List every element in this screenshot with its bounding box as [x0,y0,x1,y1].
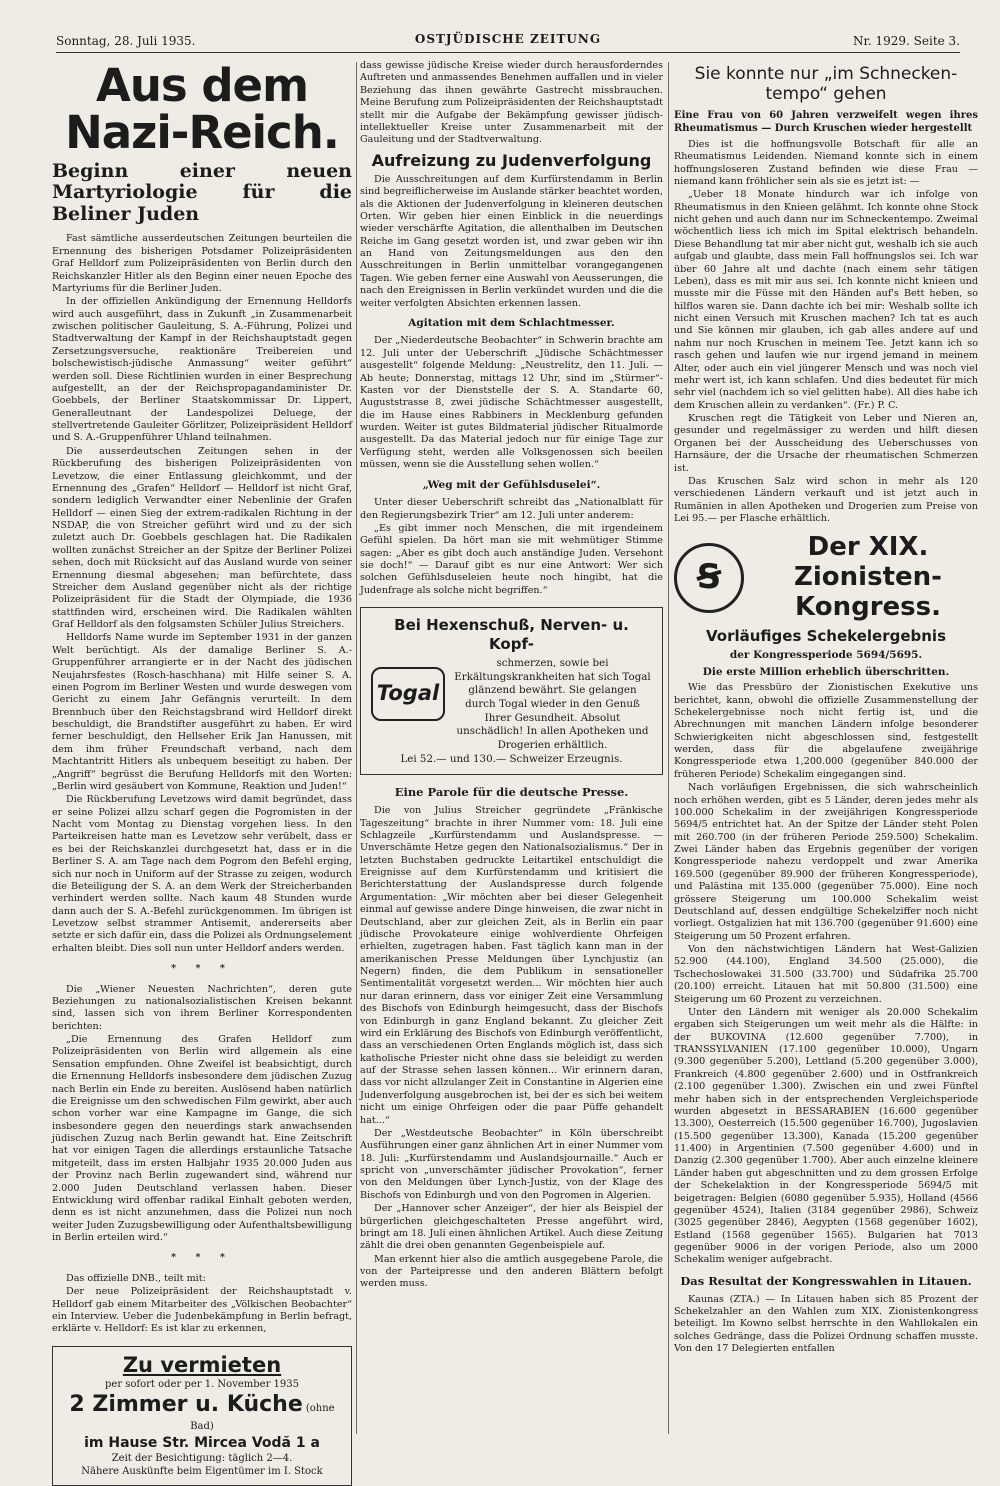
article-paragraph: Wie das Pressbüro der Zionistischen Exekutive uns berichtet, kann, obwohl die offizielle Zusammenstellung der Schekelergebnisse noch nicht fertig ist, und die Abrechnungen mit manchen Ländern infolge besonderer Schwierigkeiten nicht abgeschlossen sind, festgestellt werden, dass für die abgelaufene zweijährige Kongressperiode etwa 1,200.000 (gegenüber 840.000 der früheren Periode) Schekalim eingegangen sind. [674,682,978,780]
ad-text: Nähere Auskünfte beim Eigentümer im I. Stock [81,1466,323,1478]
article-paragraph: Fast sämtliche ausserdeutschen Zeitungen beurteilen die Ernennung des bisherigen Potsdamer Polizeipräsidenten Graf Helldorf zum Polizeipräsidenten von Berlin durch den Reichskanzler Hitler als den Beginn einer neuen Epoche des Martyriums für die Berliner Juden. [52,233,352,294]
congress-title: Der XIX. Zionisten-Kongress. [794,532,942,623]
article-paragraph: Dies ist die hoffnungsvolle Botschaft für alle an Rheumatismus Leidenden. Niemand konnte sich in einem hoffnungsloseren Zustand befinden wie diese Frau — niemand kann fröhlicher sein als sie es jetzt ist: — [674,138,978,187]
ad-headline: Zu vermieten [122,1352,282,1377]
newspaper-title: OSTJÜDISCHE ZEITUNG [414,32,602,46]
column-rule [356,62,357,1434]
article-title: Das Resultat der Kongresswahlen in Litauen. [680,1273,972,1288]
togal-logo-icon: Togal [371,667,445,721]
article-paragraph: Kaunas (ZTA.) — In Litauen haben sich 85 Prozent der Schekelzahler an den Wahlen zum XIX. Zionistenkongress beteiligt. Im Kowno selbst herrschte in den Wahllokalen ein solches Gedränge, dass die Polizei Ordnung schaffen musste. Von den 17 Delegierten entfallen [674,1293,978,1355]
article-paragraph: Die von Julius Streicher gegründete „Fränkische Tageszeitung“ brachte in ihrer Nummer vom: 18. Juli eine Schlagzeile „Kurfürstendamm und Auslandspresse. — Unverschämte Hetze gegen den Nationalsozialismus.“ Der in letzten Buchstaben gedruckte Leitartikel entschuldigt die Ereignisse auf dem Kurfürstendamm und kritisiert die Berichterstattung der Auslandspresse durch folgende Argumentation: „Wir möchten aber bei dieser Gelegenheit einmal auf gewisse andere Dinge hinweisen, die zwar nicht in Deutschland, aber zur gleichen Zeit, als in Berlin ein paar jüdische Provokateure einige wohlverdiente Ohrfeigen erhielten, zugetragen haben. Fast täglich kann man in der amerikanischen Presse Meldungen über Lynchjustiz (an Negern) finden, die dem Publikum in sensationeller Sentimentalität vorgesetzt werden... Wir möchten hier auch nur daran erinnern, dass vor einiger Zeit eine Versammlung des Bischofs von Edinburgh heimgesucht, dass der Bischofs von Edinburgh in ganz England bekannt. Zu gleicher Zeit wird ein Erklärung des Bischofs von Edinburgh veröffentlicht, dass an verschiedenen Orten Englands möglich ist, dass sich katholische Priester nicht ohne dass sie beleidigt zu werden auf der Strasse sehen lassen können... Wir erinnern daran, dass vor nicht allzulanger Zeit in Constantine in Algerien eine Judenverfolgung ausgebrochen ist, bei der es sich bei weitem nicht um einige Ohrfeigen oder die paar Püffe gehandelt hat...“ [360,805,663,1126]
article-subtitle: der Kongressperiode 5694/5695. [729,649,923,662]
shekel-emblem-icon: Ꞩ [674,543,744,613]
issue-number: Nr. 1929. Seite 3. [852,34,960,48]
ad-offer: 2 Zimmer u. Küche [69,1392,303,1418]
article-paragraph: dass gewisse jüdische Kreise wieder durch herausforderndes Auftreten und anmassendes Benehmen auffallen und in vieler Beziehung das ihnen gewährte Gastrecht missbrauchen. Meine Berufung zum Polizeipräsidenten der Reichshauptstadt stellt mir die Aufgabe der Bekämpfung gewisser jüdisch-intellektueller Kreise unter Zusammenarbeit mit der Gauleitung und der Stadtverwaltung. [360,60,663,146]
article-paragraph: Die ausserdeutschen Zeitungen sehen in der Rückberufung des bisherigen Polizeipräsidenten von Levetzow, die einer Entlassung gleichkommt, und der Ernennung des „Grafen“ Helldorf — Helldorf ist nicht Graf, sondern lediglich Verwandter einer Nebenlinie der Grafen Helldorf — einen Sieg der extrem-radikalen Richtung in der NSDAP, die von Streicher geführt wird und zu der sich zuletzt auch Dr. Goebbels geschlagen hat. Die Radikalen wollten zunächst Streicher an der Spitze der Berliner Polizei sehen, doch mit Rücksicht auf das Ausland wurde von seiner Ernennung diesmal abgesehen; man befürchtete, dass Streicher dem Ausland gegenüber nicht als der richtige Polizeipräsident für die Stadt der Olympiade, die 1936 stattfinden wird, erscheinen wird. Die Radikalen wählten Graf Helldorf als den folgsamsten Schüler Julius Streichers. [52,445,352,631]
article-paragraph: Unter den Ländern mit weniger als 20.000 Schekalim ergaben sich Steigerungen um weit mehr als die Hälfte: in der BUKOVINA (12.600 gegenüber 7.700), in TRANSSYLVANIEN (17.100 gegenüber 10.000), Ungarn (9.300 gegenüber 5.200), Lettland (5.200 gegenüber 3.000), Frankreich (4.800 gegenüber 2.600) und in Ostfrankreich (2.100 gegenüber 1.300). Zwischen ein und zwei Fünftel mehr haben sich in der entsprechenden Vergleichsperiode wurden abgesetzt in BESSARABIEN (16.600 gegenüber 13.300), Oesterreich (15.500 gegenüber 16.700), Jugoslavien (15.500 gegenüber 13.300), Kanada (15.200 gegenüber 11.400) in Argentinien (7.500 gegenüber 4.600) und in Danzig (2.300 gegenüber 1.700). Aber auch einzelne kleinere Länder haben gut abgeschnitten und zu dem grossen Erfolge der Schekelaktion in der Kongressperiode 5694/5 mit beigetragen: Belgien (6080 gegenüber 5.935), Holland (4566 gegenüber 4524), Italien (3184 gegenüber 2986), Schweiz (3025 gegenüber 2846), Aegypten (1568 gegenüber 1602), Estland (1568 gegenüber 1565). Bulgarien hat 7013 gegenüber 9006 in der vorigen Periode, also um 2000 Schekalim weniger aufgebracht. [674,1006,978,1266]
column-left [52,59,352,1478]
article-paragraph: Die „Wiener Neuesten Nachrichten“, deren gute Beziehungen zu nationalsozialistischen Kreisen bekannt sind, lassen sich von ihrem Berliner Korrespondenten berichten: [52,983,352,1032]
section-separator: * * * [171,1252,233,1264]
issue-date: Sonntag, 28. Juli 1935. [56,34,196,48]
article-paragraph: Die Rückberufung Levetzows wird damit begründet, dass er seine Polizei allzu scharf gegen die Pogromisten in der Nacht vom Montag zu Dienstag vorgehen liess. In den Parteikreisen hatte man es Levetzow sehr verübelt, dass er es bei der Reichskanzlei durchgesetzt hat, dass er in die Berliner S. A. am Tage nach dem Pogrom den Befehl erging, sich nur noch in Uniform auf der Strasse zu zeigen, wodurch die Beteiligung der S. A. an dem Werk der Streicherbanden verhindert werden sollte. Nach kaum 48 Stunden wurde dann auch der S. A.-Befehl zurückgenommen. Im übrigen ist Levetzow selbst strammer Antisemit, andererseits aber setzte er sich dafür ein, dass die Polizei als Ordnungselement erhalten bleibt. Dies soll nun unter Helldorf anders werden. [52,794,352,954]
article-title: Aufreizung zu Judenverfolgung [371,150,652,170]
rental-advertisement [52,1346,352,1486]
article-paragraph: Man erkennt hier also die amtlich ausgegebene Parole, die von der Parteipresse und den anderen Blättern befolgt werden muss. [360,1253,663,1290]
togal-advertisement [360,607,663,775]
column-middle [360,60,663,1436]
article-paragraph: Der „Westdeutsche Beobachter“ in Köln überschreibt Ausführungen einer ganz ähnlichen Art in einer Nummer vom 18. Juli: „Kurfürstendamm und Auslandsjournaille.“ Auch er spricht von „unverschämter jüdischer Provokation“, ferner von den Meldungen über Lynch-Justiz, von der Klage des Bischofs von Edinburgh und von den Pogromen in Algerien. [360,1127,663,1201]
ad-note: (ohne Bad) [190,1403,335,1432]
article-paragraph: Helldorfs Name wurde im September 1931 in der ganzen Welt berüchtigt. Als der damalige Berliner S. A.-Gruppenführer arrangierte er in der Nacht des jüdischen Neujahrsfestes (Rosch-haschhana) mit Hilfe seiner S. A. einen Pogrom im Berliner Westen und wurde deswegen vom Gericht zu einem Jahr Gefängnis verurteilt. In dem Brennbuch über den Reichstagsbrand wird Helldorf direkt beschuldigt, die Brandstifter ausgeführt zu haben. Er wird ferner beschuldigt, den Hellseher Erik Jan Hanussen, mit dem ihm früher Freundschaft verband, nach dem Machtantritt Hitlers als unbequem beseitigt zu haben. Der „Angriff“ begrüsst die Berufung Helldorfs mit den Worten: „Berlin wird gesäubert von Kommune, Reaktion und Juden!“ [52,632,352,792]
ad-text: schmerzen, sowie bei Erkältungskrankheiten hat sich Togal glänzend bewährt. Sie gelangen durch Togal wieder in den Genuß Ihrer Gesundheit. Absolut unschädlich! In allen Apotheken und Drogerien erhältlich. [454,656,651,751]
article-title: Eine Parole für die deutsche Presse. [394,785,629,800]
article-paragraph: Die Ausschreitungen auf dem Kurfürstendamm in Berlin sind begreiflicherweise im Auslande stärker beachtet worden, als die Aktionen der Judenverfolgung in kleineren deutschen Orten. Wir geben hier einen Einblick in die neuerdings wieder verschärfte Agitation, die allenthalben im Deutschen Reiche im Gang gesetzt worden ist, und zwar geben wir ihn an Hand von Zeitungsmeldungen aus den den Ausschreitungen in Berlin unmittelbar vorangegangenen Tagen. Wie geben ferner eine Auswahl von Aeusserungen, die nach den Ereignissen in Berlin verkündet wurden und die die weiter verfolgten Absichten erkennen lassen. [360,173,663,309]
page-header [56,30,960,53]
article-paragraph: Der „Niederdeutsche Beobachter“ in Schwerin brachte am 12. Juli unter der Ueberschrift „Jüdische Schächtmesser ausgestellt“ folgende Meldung: „Neustrelitz, den 11. Juli. — Ab heute; Donnerstag, mittags 12 Uhr, sind im „Stürmer“-Kasten vor der Dienststelle der S. A. Standarte 60, Auguststrasse 8, zwei jüdische Schächtmesser ausgestellt, die im Hause eines Rabbiners in Mecklenburg gefunden wurden. Weiter ist gutes Bildmaterial jüdischer Ritualmorde ausgestellt. Da das Material jedoch nur für einige Tage zur Verfügung steht, werden alle Volksgenossen sich beeilen müssen, wenn sie die Ausstellung sehen wollen.“ [360,335,663,471]
column-right [674,60,978,1436]
article-subtitle: Agitation mit dem Schlachtmesser. [408,316,615,329]
article-subtitle: Die erste Million erheblich überschritten. [702,665,950,678]
article-paragraph: Von den nächstwichtigen Ländern hat West-Galizien 52.900 (44.100), England 34.500 (25.000), die Tschechoslowakei 31.500 (33.700) und Südafrika 25.700 (20.100) erreicht. Litauen hat mit 50.800 (31.500) eine Steigerung um 60 Prozent zu verzeichnen. [674,944,978,1005]
article-paragraph: Der „Hannover scher Anzeiger“, der hier als Beispiel der bürgerlichen gleichgeschalteten Presse angeführt wird, bringt am 18. Juli einen ähnlichen Artikel. Auch diese Zeitung zählt die drei oben genannten Gegenbeispiele auf. [360,1203,663,1252]
ad-address: im Hause Str. Mircea Vodă 1 a [84,1434,320,1451]
article-paragraph: „Die Ernennung des Grafen Helldorf zum Polizeipräsidenten von Berlin wird allgemein als eine Sensation empfunden. Ohne Zweifel ist beabsichtigt, durch die Ernennung Helldorfs insbesondere dem jüdischen Zuzug nach Berlin ein Ende zu bereiten. Auslösend haben natürlich die Ereignisse um den schwedischen Film gewirkt, aber auch schon vorher war eine Kampagne im Gange, die sich insbesondere gegen den neuerdings stark anwachsenden jüdischen Zuzug nach Berlin gewandt hat. Eine Zeitschrift hat vor einigen Tagen die allerdings erstaunliche Tatsache mitgeteilt, dass im ersten Halbjahr 1935 20.000 Juden aus der Provinz nach Berlin zugewandert sind, während nur 2.000 Juden Deutschland verlassen haben. Dieser Entwicklung wird offenbar radikal Einhalt geboten werden, denn es ist nicht anzunehmen, dass die Polizei nun noch weiter Juden Zuzugsbewilligung oder Aufenthaltsbewilligung in Berlin erteilen wird.“ [52,1034,352,1244]
article-paragraph: Unter dieser Ueberschrift schreibt das „Nationalblatt für den Regierungsbezirk Trier“ am 12. Juli unter anderem: [360,497,663,521]
article-paragraph: Das Kruschen Salz wird schon in mehr als 120 verschiedenen Ländern verkauft und ist jetzt auch in Rumänien in allen Apotheken und Drogerien zum Preise von Lei 95.— per Flasche erhältlich. [674,475,978,525]
article-paragraph: „Es gibt immer noch Menschen, die mit irgendeinem Gefühl spielen. Da hört man sie mit wehmütiger Stimme sagen: „Aber es gibt doch auch anständige Juden. Versehont sie doch!“ — Darauf gibt es nur eine Antwort: Wer sich solchen Gefühlsduseleien heute noch hingibt, hat die Judenfrage als solche nicht begriffen.“ [360,522,663,596]
article-title: Beginn einer neuen Martyriologie für die Beliner Juden [52,159,352,225]
ad-price: Lei 52.— und 130.— Schweizer Erzeugnis. [400,752,623,765]
congress-banner [674,533,978,623]
article-lead: Eine Frau von 60 Jahren verzweifelt wegen ihres Rheumatismus — Durch Kruschen wieder hergestellt [674,109,978,134]
article-paragraph: Der neue Polizeipräsident der Reichshauptstadt v. Helldorf gab einem Mitarbeiter des „Völkischen Beobachter“ ein Interview. Ueber die Judenbekämpfung in Berlin befragt, erklärte v. Helldorf: Es ist klar zu erkennen, [52,1286,352,1335]
article-paragraph: In der offiziellen Ankündigung der Ernennung Helldorfs wird auch ausgeführt, dass in Zukunft „in Zusammenarbeit zwischen politischer Gauleitung, S. A.-Führung, Polizei und Stadtverwaltung der Kampf in der Reichshauptstadt gegen Zersetzungsversuche, reaktionäre Treibereien und bolschewistisch-jüdische Anmassung“ weiter geführt“ werden soll. Diese Richtlinien wurden in einer Besprechung aufgestellt, an der der Reichspropagandaminister Dr. Goebbels, der Berliner Staatskommissar Dr. Lippert, Generalleutnant der Landespolizei Deluege, der stellvertretende Gauleiter Görlitzer, Polizeipräsident Helldorf und S. A.-Gruppenführer Uhland teilnahmen. [52,296,352,444]
article-paragraph: Kruschen regt die Tätigkeit von Leber und Nieren an, gesunder und regelmässiger zu werden und hilft diesen Organen bei der Ausscheidung des Ueberschusses von Harnsäure, der die Ursache der rheumatischen Schmerzen ist. [674,413,978,474]
section-masthead: Aus dem Nazi-Reich. [65,59,339,160]
section-separator: * * * [171,963,233,975]
article-title: Sie konnte nur „im Schneckentempo“ gehen [694,64,958,105]
ad-text: per sofort oder per 1. November 1935 [105,1378,299,1390]
column-rule [668,62,669,1434]
ad-headline: Bei Hexenschuß, Nerven- u. Kopf- [394,616,629,654]
article-paragraph: Das offizielle DNB., teilt mit: [66,1272,206,1284]
article-subtitle: „Weg mit der Gefühlsduselei“. [422,478,601,491]
article-paragraph: „Ueber 18 Monate hindurch war ich infolge von Rheumatismus in den Knieen gelähmt. Ich konnte ohne Stock nicht gehen und auch dann nur im Schneckentempo. Zweimal wöchentlich liess ich mich im Spital elektrisch behandeln. Diese Behandlung tat mir aber nicht gut, weshalb ich sie auch aufgab und glaubte, dass mein Fall hoffnungslos sei. Ich war über 60 Jahre alt und dachte (nach einem sehr tätigen Leben), dass es mit mir aus sei. Ich konnte nicht knieen und musste mir die Füsse mit den Händen auf's Bett heben, so hilflos waren sie. Dann dachte ich bei mir: Weshalb sollte ich nicht einen Versuch mit Kruschen machen? Ich tat es auch und Sie können mir glauben, ich gab alles andere auf und nahm nur noch Kruschen in meinem Tee. Jetzt kann ich so rasch gehen und laufen wie nur irgend jemand in meinem Alter, oder auch ein viel jüngerer Mensch und was noch viel mehr wert ist, ich kann schlafen. Und dies bedeutet für mich sehr viel (nachdem ich so viel gelitten habe). All dies habe ich dem Kruschen allein zu verdanken“. (Fr.) P. C. [674,189,978,411]
ad-text: Zeit der Besichtigung: täglich 2—4. [111,1452,293,1464]
article-title: Vorläufiges Schekelergebnis [705,627,946,646]
article-paragraph: Nach vorläufigen Ergebnissen, die sich wahrscheinlich noch erhöhen werden, gibt es 5 Länder, deren jedes mehr als 100.000 Schekalim in der zweijährigen Kongressperiode 5694/5 entrichtet hat. An der Spitze der Länder steht Polen mit 260.700 (in der früheren Periode 259.500) Schekalim. Zwei Länder haben das Ergebnis gegenüber der vorigen Kongressperiode nahezu verdoppelt und zwar Amerika 169.500 (gegenüber 89.900 der früheren Kongressperiode), und Palästina mit 135.000 (gegenüber 75.000). Eine noch grössere Steigerung um 100.000 Schekalim weist Deutschland auf, dessen endgültige Schekelziffer noch nicht vorliegt. Ostgalizien hat mit 136.700 (gegenüber 91.600) eine Steigerung um 50 Prozent erfahren. [674,782,978,942]
